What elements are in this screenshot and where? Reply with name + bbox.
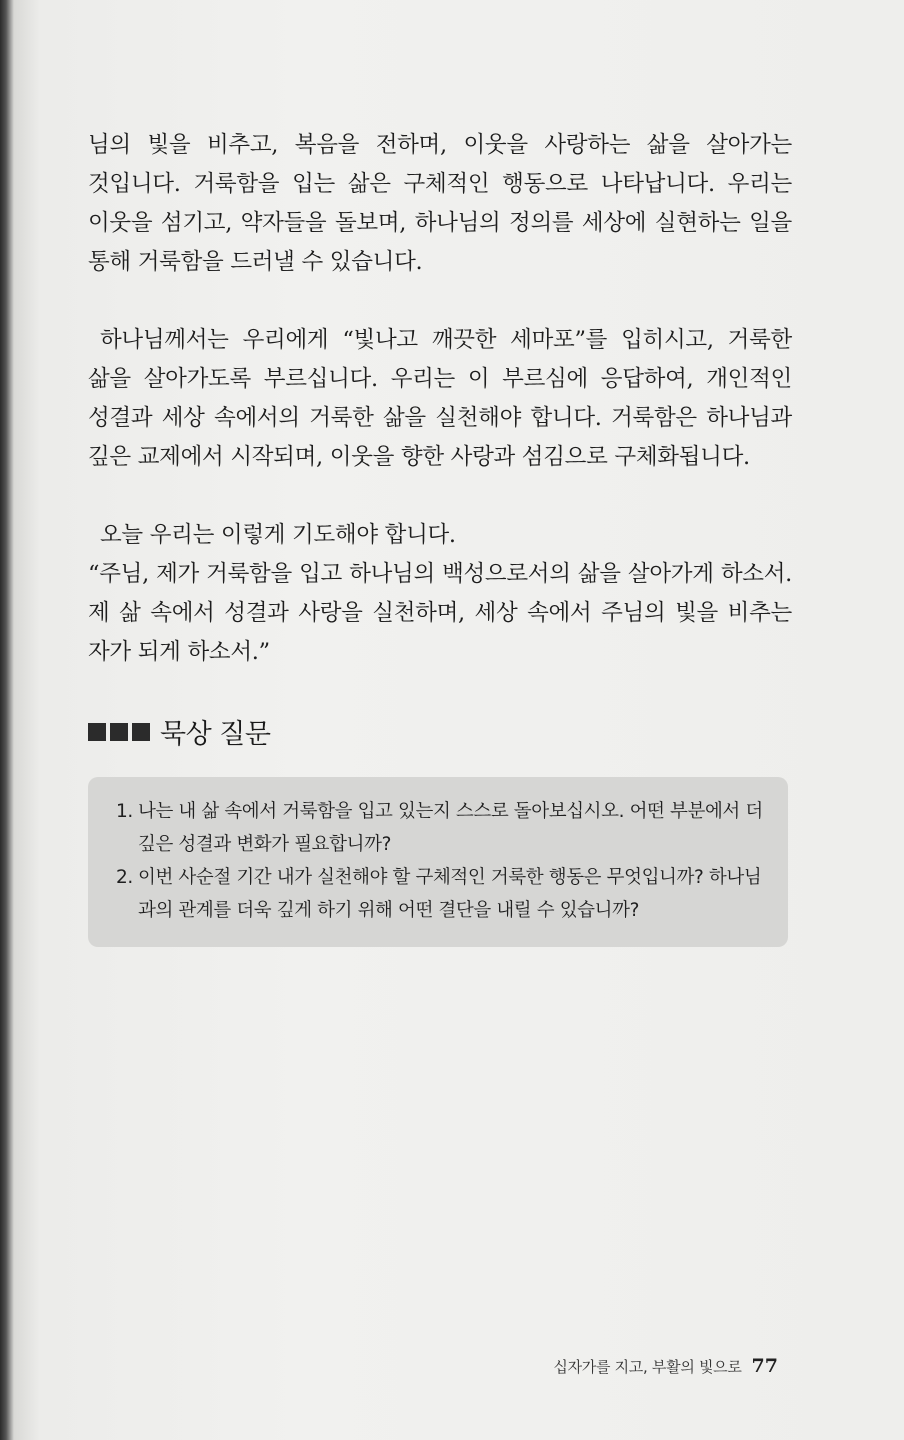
question-number: 2. — [116, 867, 133, 888]
section-heading — [88, 712, 792, 751]
question-item — [116, 795, 766, 861]
question-text: 이번 사순절 기간 내가 실천해야 할 구체적인 거룩한 행동은 무엇입니까? 하나님과의 관계를 더욱 깊게 하기 위해 어떤 결단을 내릴 수 있습니까? — [138, 867, 762, 921]
paragraph-3: 오늘 우리는 이렇게 기도해야 합니다. — [100, 522, 456, 548]
square-bullets-icon — [88, 723, 150, 741]
page-number: 77 — [751, 1355, 778, 1377]
page-content — [88, 126, 792, 947]
page-footer — [553, 1355, 778, 1377]
question-text: 나는 내 삶 속에서 거룩함을 입고 있는지 스스로 돌아보십시오. 어떤 부분에서 더 깊은 성결과 변화가 필요합니까? — [138, 801, 763, 855]
prayer-quote: “주님, 제가 거룩함을 입고 하나님의 백성으로서의 삶을 살아가게 하소서. 제 삶 속에서 성결과 사랑을 실천하며, 세상 속에서 주님의 빛을 비추는 자가 되게 하소서.” — [88, 561, 792, 665]
meditation-questions-box — [88, 777, 788, 947]
paragraph-gap — [88, 282, 792, 321]
question-number: 1. — [116, 801, 133, 822]
paragraph-gap — [88, 477, 792, 516]
running-title: 십자가를 지고, 부활의 빛으로 — [553, 1358, 742, 1376]
paragraph-1: 님의 빛을 비추고, 복음을 전하며, 이웃을 사랑하는 삶을 살아가는 것입니다. 거룩함을 입는 삶은 구체적인 행동으로 나타납니다. 우리는 이웃을 섬기고, 약자들을 돌보며, 하나님의 정의를 세상에 실현하는 일을 통해 거룩함을 드러낼 수 있습니다. — [88, 132, 792, 275]
question-item — [116, 861, 766, 927]
paragraph-2: 하나님께서는 우리에게 “빛나고 깨끗한 세마포”를 입히시고, 거룩한 삶을 살아가도록 부르십니다. 우리는 이 부르심에 응답하여, 개인적인 성결과 세상 속에서의 거룩한 삶을 실천해야 합니다. 거룩함은 하나님과 깊은 교제에서 시작되며, 이웃을 향한 사랑과 섬김으로 구체화됩니다. — [88, 327, 792, 470]
section-title: 묵상 질문 — [160, 719, 271, 750]
